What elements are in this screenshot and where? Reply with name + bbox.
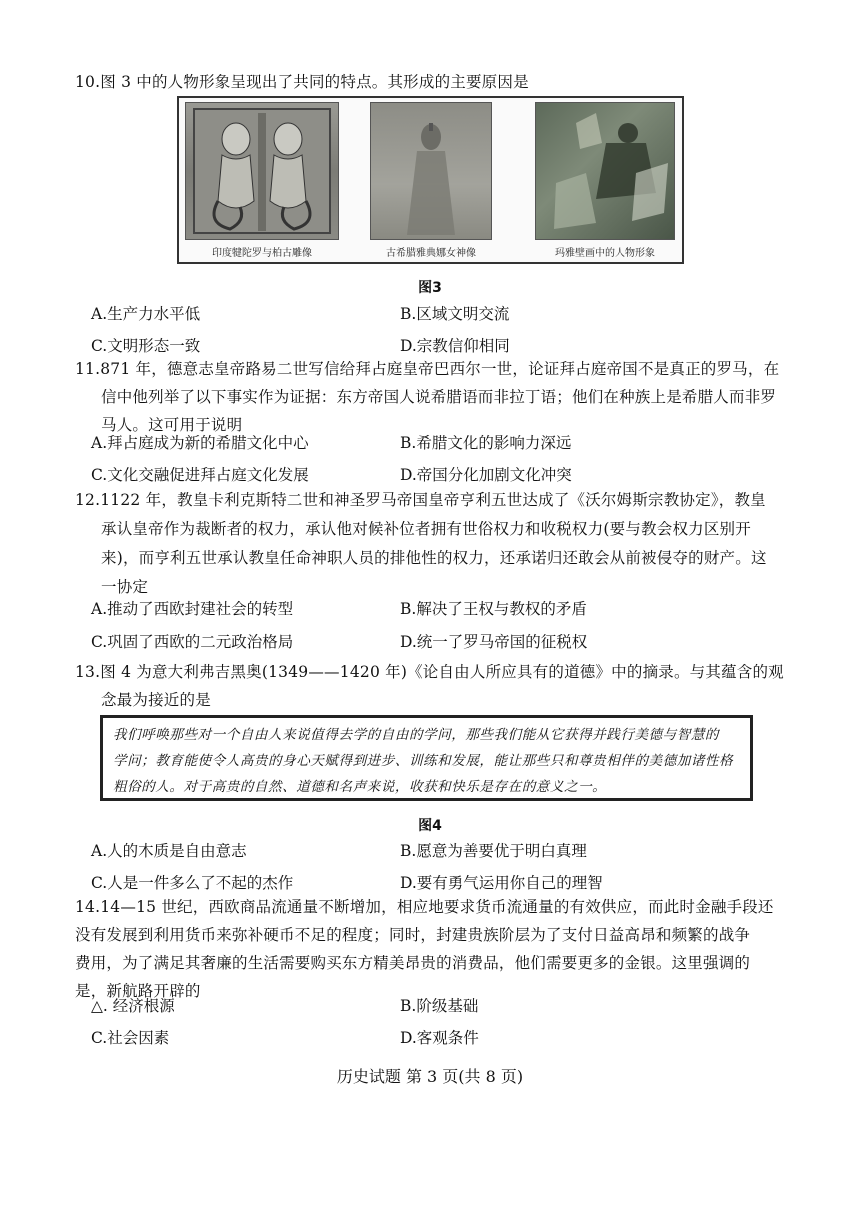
page-footer: 历史试题 第 3 页(共 8 页) (336, 1067, 524, 1086)
figure-3-label-1: 印度犍陀罗与柏古雕像 (212, 248, 312, 259)
figure-3-panel-relief (185, 102, 339, 240)
question-13-stem (75, 658, 787, 714)
q12-option-d[interactable]: D.统一了罗马帝国的征税权 (400, 633, 588, 651)
figure-3 (177, 96, 684, 264)
figure-3-label-3: 玛雅壁画中的人物形象 (555, 248, 655, 259)
question-11-line-1: 11.871 年，德意志皇帝路易二世写信给拜占庭皇帝巴西尔一世，论证拜占庭帝国不是真正的罗马，在 (75, 360, 780, 378)
question-13-line-2: 念最为接近的是 (101, 691, 211, 709)
q10-option-c[interactable]: C.文明形态一致 (91, 337, 201, 355)
question-14-line-1: 14.14—15 世纪，西欧商品流通量不断增加，相应地要求货币流通量的有效供应，而此时金融手段还 (75, 898, 774, 916)
q11-option-d[interactable]: D.帝国分化加剧文化冲突 (400, 466, 572, 484)
figure-3-panel-statue (370, 102, 492, 240)
q11-option-c[interactable]: C.文化交融促进拜占庭文化发展 (91, 466, 309, 484)
figure-4-quote-line-1: 我们呼唤那些对一个自由人来说值得去学的自由的学问，那些我们能从它获得并践行美德与智慧的 (113, 727, 720, 743)
mural-figure-image (536, 103, 674, 239)
figure-4-quote-line-2: 学问；教育能使令人高贵的身心天赋得到进步、训练和发展，能让那些只和尊贵相伴的美德加诸性格 (113, 753, 734, 769)
question-12-line-2: 承认皇帝作为裁断者的权力，承认他对候补位者拥有世俗权力和收税权力(要与教会权力区别开 (101, 520, 751, 538)
q12-option-b[interactable]: B.解决了王权与教权的矛盾 (400, 600, 587, 618)
q13-option-a[interactable]: A.人的木质是自由意志 (91, 842, 247, 860)
question-14-line-2: 没有发展到利用货币来弥补硬币不足的程度；同时，封建贵族阶层为了支付日益高昂和频繁的战争 (75, 926, 751, 944)
question-12-stem (75, 486, 787, 602)
q11-option-b[interactable]: B.希腊文化的影响力深远 (400, 434, 572, 452)
q12-option-c[interactable]: C.巩固了西欧的二元政治格局 (91, 633, 294, 651)
question-10-stem (75, 68, 787, 96)
q13-option-c[interactable]: C.人是一件多么了不起的杰作 (91, 874, 294, 892)
question-11-stem (75, 355, 787, 439)
question-12-line-4: 一协定 (101, 578, 149, 596)
figure-4-quote-line-3: 粗俗的人。对于高贵的自然、道德和名声来说，收获和快乐是存在的意义之一。 (113, 779, 607, 795)
q14-option-c[interactable]: C.社会因素 (91, 1029, 170, 1047)
q10-option-d[interactable]: D.宗教信仰相同 (400, 337, 510, 355)
question-14-line-4: 是，新航路开辟的 (75, 982, 201, 1000)
question-12-line-3: 来)，而亨利五世承认教皇任命神职人员的排他性的权力，还承诺归还敢会从前被侵夺的财产。这 (101, 549, 767, 567)
q11-option-a[interactable]: A.拜占庭成为新的希腊文化中心 (91, 434, 309, 452)
question-14-stem (75, 893, 787, 1005)
q13-option-d[interactable]: D.要有勇气运用你自己的理智 (400, 874, 603, 892)
q14-option-d[interactable]: D.客观条件 (400, 1029, 479, 1047)
question-12-line-1: 12.1122 年，教皇卡利克斯特二世和神圣罗马帝国皇帝亨利五世达成了《沃尔姆斯宗教协定》，教皇 (75, 491, 766, 509)
figure-3-caption: 图3 (418, 280, 442, 296)
q14-option-a[interactable]: △. 经济根源 (91, 997, 175, 1015)
q12-option-a[interactable]: A.推动了西欧封建社会的转型 (91, 600, 294, 618)
question-11-line-2: 信中他列举了以下事实作为证据：东方帝国人说希腊语而非拉丁语；他们在种族上是希腊人而非罗 (101, 388, 777, 406)
question-14-line-3: 费用，为了满足其奢廉的生活需要购买东方精美昂贵的消费品，他们需要更多的金银。这里强调的 (75, 954, 751, 972)
question-10-text: 10.图 3 中的人物形象呈现出了共同的特点。其形成的主要原因是 (75, 73, 529, 91)
question-13-line-1: 13.图 4 为意大利弗吉黑奥(1349——1420 年)《论自由人所应具有的道德》中的摘录。与其蕴含的观 (75, 663, 784, 681)
q10-option-b[interactable]: B.区域文明交流 (400, 305, 510, 323)
figure-4-quote-box (100, 715, 753, 801)
q14-option-b[interactable]: B.阶级基础 (400, 997, 479, 1015)
question-11-line-3: 马人。这可用于说明 (101, 416, 243, 434)
figure-4-caption: 图4 (418, 818, 442, 834)
relief-sculpture-image (186, 103, 338, 239)
figure-3-label-2: 古希腊雅典娜女神像 (386, 248, 476, 259)
q13-option-b[interactable]: B.愿意为善要优于明白真理 (400, 842, 587, 860)
figure-3-panel-mural (535, 102, 675, 240)
q10-option-a[interactable]: A.生产力水平低 (91, 305, 201, 323)
goddess-statue-image (371, 103, 491, 239)
